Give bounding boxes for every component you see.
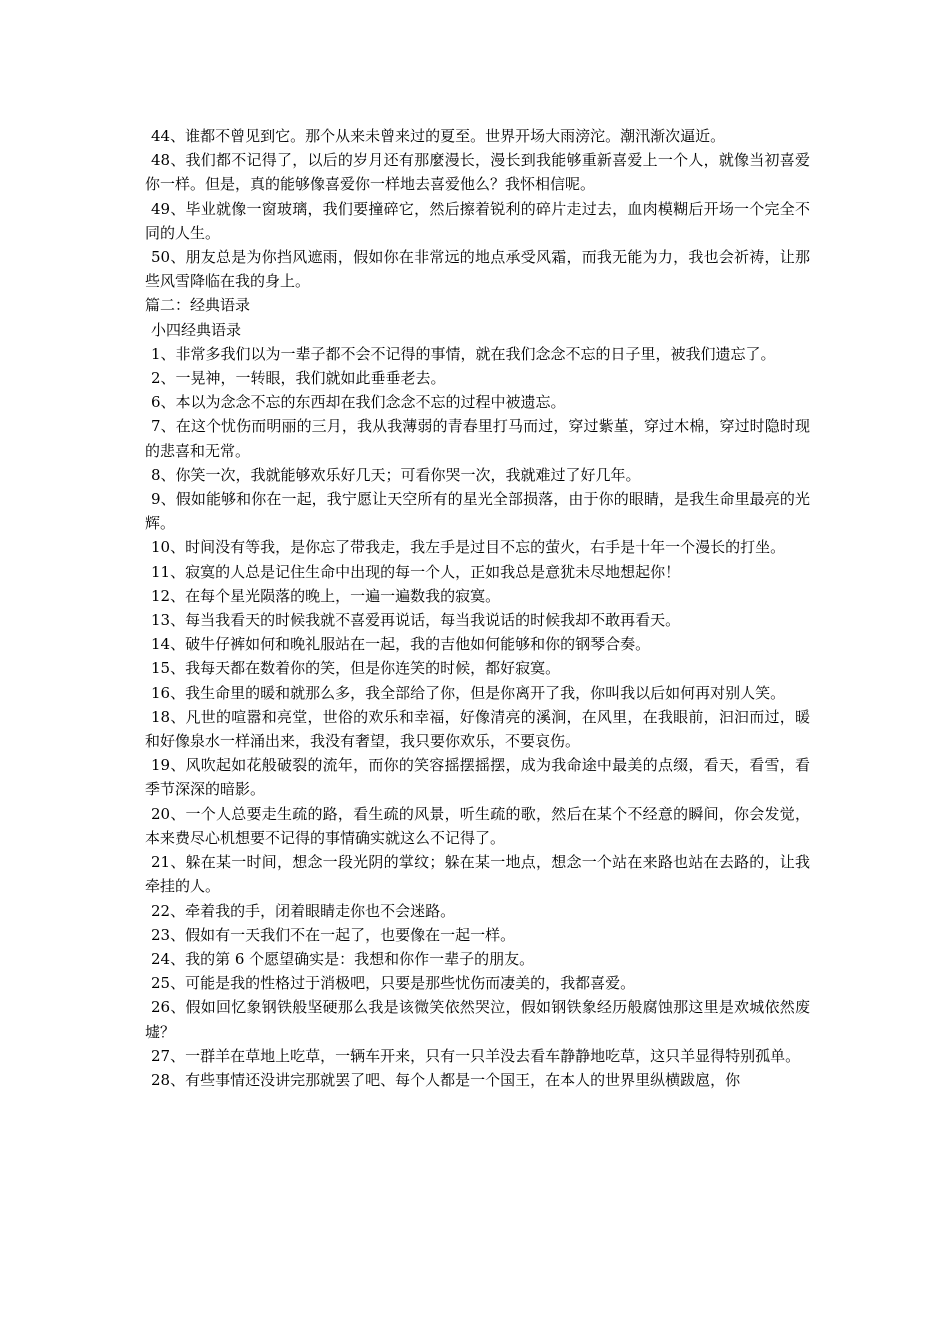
quote-2: 2、一晃神，一转眼，我们就如此垂垂老去。 <box>151 369 446 388</box>
subheading: 小四经典语录 <box>151 320 242 339</box>
quote-22: 22、牵着我的手，闭着眼睛走你也不会迷路。 <box>151 901 456 920</box>
quote-14: 14、破牛仔裤如何和晚礼服站在一起，我的吉他如何能够和你的钢琴合奏。 <box>151 635 651 654</box>
quote-25: 25、可能是我的性格过于消极吧，只要是那些忧伤而凄美的，我都喜爱。 <box>151 974 636 993</box>
quote-28: 28、有些事情还没讲完那就罢了吧、每个人都是一个国王，在本人的世界里纵横跋扈，你 <box>151 1070 741 1089</box>
quote-8: 8、你笑一次，我就能够欢乐好几天；可看你哭一次，我就难过了好几年。 <box>151 465 641 484</box>
document-page <box>145 124 810 1092</box>
quote-10: 10、时间没有等我，是你忘了带我走，我左手是过目不忘的萤火，右手是十年一个漫长的打坐。 <box>151 538 786 557</box>
quote-15: 15、我每天都在数着你的笑，但是你连笑的时候，都好寂寞。 <box>151 659 561 678</box>
quote-23: 23、假如有一天我们不在一起了，也要像在一起一样。 <box>151 925 516 944</box>
quote-18: 18、凡世的喧嚣和亮堂，世俗的欢乐和幸福，好像清亮的溪涧，在风里，在我眼前，汩汩而过，暖和好像泉水一样涌出来，我没有奢望，我只要你欢乐，不要哀伤。 <box>145 707 810 751</box>
quote-19: 19、风吹起如花般破裂的流年，而你的笑容摇摆摇摆，成为我命途中最美的点缀，看天，看雪，看季节深深的暗影。 <box>145 756 810 799</box>
quote-11: 11、寂寞的人总是记住生命中出现的每一个人，正如我总是意犹未尽地想起你！ <box>151 562 681 581</box>
section-heading: 篇二：经典语录 <box>145 296 251 315</box>
quote-27: 27、一群羊在草地上吃草，一辆车开来，只有一只羊没去看车静静地吃草，这只羊显得特别孤单。 <box>151 1046 801 1065</box>
quote-21: 21、躲在某一时间，想念一段光阴的掌纹；躲在某一地点，想念一个站在来路也站在去路的，让我牵挂的人。 <box>145 853 810 896</box>
quote-50: 50、朋友总是为你挡风遮雨，假如你在非常远的地点承受风霜，而我无能为力，我也会祈祷，让那些风雪降临在我的身上。 <box>145 248 810 291</box>
quote-13: 13、每当我看天的时候我就不喜爱再说话，每当我说话的时候我却不敢再看天。 <box>151 611 681 630</box>
quote-20: 20、一个人总要走生疏的路，看生疏的风景，听生疏的歌，然后在某个不经意的瞬间，你会发觉，本来费尽心机想要不记得的事情确实就这么不记得了。 <box>145 804 810 847</box>
quote-24: 24、我的第 6 个愿望确实是：我想和你作一辈子的朋友。 <box>151 949 535 968</box>
quote-16: 16、我生命里的暖和就那么多，我全部给了你，但是你离开了我，你叫我以后如何再对别人笑。 <box>151 683 786 702</box>
quote-6: 6、本以为念念不忘的东西却在我们念念不忘的过程中被遗忘。 <box>151 393 566 412</box>
quote-26: 26、假如回忆象钢铁般坚硬那么我是该微笑依然哭泣，假如钢铁象经历般腐蚀那这里是欢城依然废墟？ <box>145 998 810 1041</box>
quote-12: 12、在每个星光陨落的晚上，一遍一遍数我的寂寞。 <box>151 586 501 605</box>
quote-7: 7、在这个忧伤而明丽的三月，我从我薄弱的青春里打马而过，穿过紫堇，穿过木棉，穿过时隐时现的悲喜和无常。 <box>145 417 810 460</box>
quote-1: 1、非常多我们以为一辈子都不会不记得的事情，就在我们念念不忘的日子里，被我们遗忘了。 <box>151 344 776 363</box>
quote-9: 9、假如能够和你在一起，我宁愿让天空所有的星光全部损落，由于你的眼睛，是我生命里最亮的光辉。 <box>145 490 810 533</box>
quote-44: 44、谁都不曾见到它。那个从来未曾来过的夏至。世界开场大雨滂沱。潮汛渐次逼近。 <box>151 127 726 145</box>
quote-49: 49、毕业就像一窗玻璃，我们要撞碎它，然后擦着锐利的碎片走过去，血肉模糊后开场一个完全不同的人生。 <box>145 199 810 242</box>
quote-48: 48、我们都不记得了，以后的岁月还有那麼漫长，漫长到我能够重新喜爱上一个人，就像当初喜爱你一样。但是，真的能够像喜爱你一样地去喜爱他么？我怀相信呢。 <box>145 151 810 194</box>
